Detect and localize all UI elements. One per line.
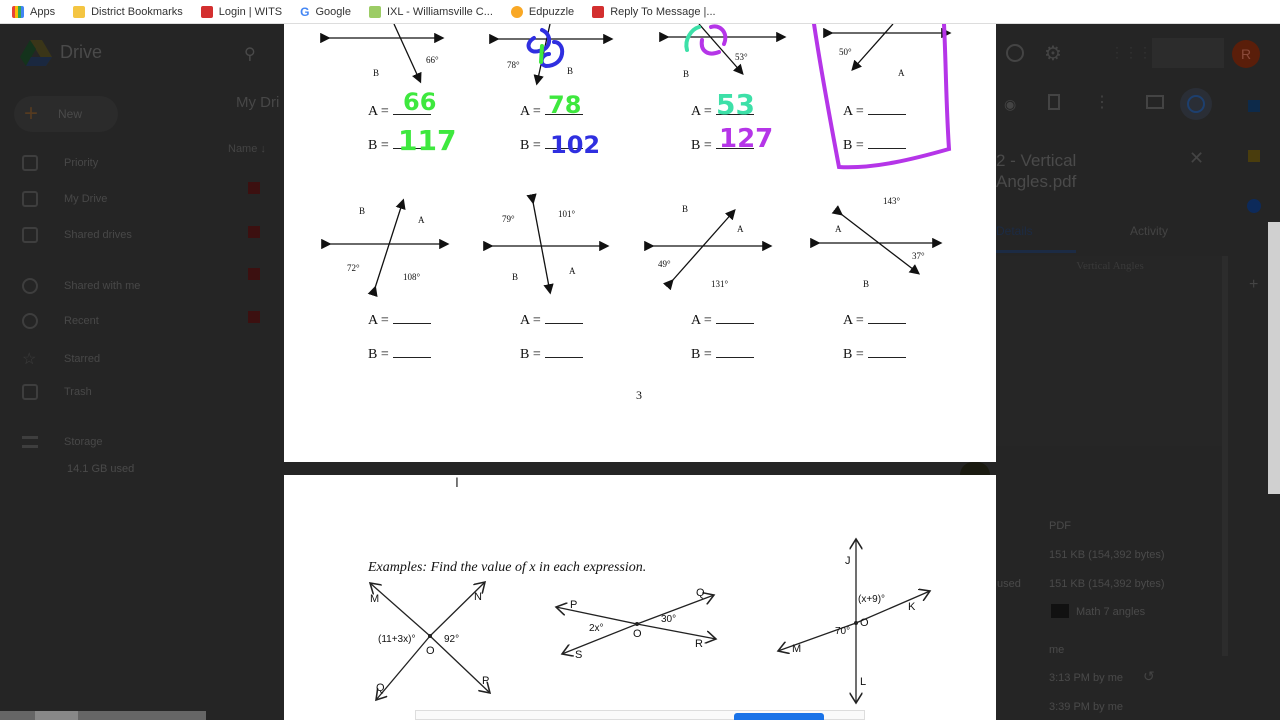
point-label: O xyxy=(426,645,435,657)
info-button[interactable] xyxy=(1180,88,1212,120)
trash-icon[interactable] xyxy=(1048,94,1060,110)
point-label: K xyxy=(908,601,916,613)
plus-icon: + xyxy=(24,100,39,127)
ixl-icon xyxy=(369,6,381,18)
angle-label: B xyxy=(359,206,366,216)
answer-b-2: B = xyxy=(520,138,583,154)
bookmark-wits[interactable]: Login | WITS xyxy=(201,6,282,18)
point-label: Q xyxy=(696,587,705,599)
page-number: 3 xyxy=(636,388,642,402)
detail-storage-label: used xyxy=(997,578,1021,590)
angle-label: B xyxy=(512,272,519,282)
avatar[interactable]: R xyxy=(1232,40,1260,68)
point-label: P xyxy=(482,675,490,687)
answer-b-5: B = xyxy=(368,347,431,363)
point-label: Q xyxy=(376,682,385,694)
apps-grid-icon[interactable]: ⋮⋮⋮ xyxy=(1110,44,1152,60)
answer-a-1: A = xyxy=(368,104,431,120)
vertical-scrollbar[interactable] xyxy=(1268,222,1280,494)
example-diagrams xyxy=(284,475,996,720)
search-icon[interactable]: ⚲ xyxy=(244,46,256,63)
pdf-file-icon[interactable] xyxy=(248,311,260,323)
angle-label: 70° xyxy=(835,626,851,637)
active-tab-indicator xyxy=(996,250,1076,253)
angle-label: 50° xyxy=(839,47,852,57)
drive-logo-icon xyxy=(20,40,52,66)
file-title: 2 - Vertical Angles.pdf xyxy=(996,151,1077,191)
answer-b-6: B = xyxy=(520,347,583,363)
folder-icon xyxy=(1051,604,1069,618)
point-label: O xyxy=(633,628,642,640)
angle-label: A xyxy=(418,215,425,225)
apps-grid-icon xyxy=(12,6,24,18)
org-logo xyxy=(1152,38,1224,68)
folder-icon xyxy=(73,6,85,18)
pdf-file-icon[interactable] xyxy=(248,268,260,280)
angle-label: 78° xyxy=(507,60,520,70)
angle-label: B xyxy=(567,66,574,76)
people-icon xyxy=(22,278,38,294)
storage-used: 14.1 GB used xyxy=(67,463,135,475)
settings-gear-icon[interactable]: ⚙ xyxy=(1044,43,1062,65)
answer-b-8: B = xyxy=(843,347,906,363)
point-label: J xyxy=(845,555,851,567)
handwritten-answer: 78 xyxy=(548,91,582,119)
answer-a-5: A = xyxy=(368,313,431,329)
detail-owner: me xyxy=(1049,644,1065,656)
tab-details[interactable]: Details xyxy=(996,224,1033,238)
handwritten-answer: 117 xyxy=(398,124,457,157)
angle-expression: (x+9)° xyxy=(858,594,886,605)
pdf-file-icon[interactable] xyxy=(248,182,260,194)
bookmarks-bar xyxy=(0,0,1280,24)
pdf-page-3 xyxy=(284,24,996,462)
detail-opened: 3:39 PM by me xyxy=(1049,701,1123,713)
angle-label: 37° xyxy=(912,251,925,261)
angle-label: A xyxy=(737,224,744,234)
answer-a-4: A = xyxy=(843,104,906,120)
angle-label: 72° xyxy=(347,263,360,273)
sidebar-item-shared-drives[interactable]: Shared drives xyxy=(22,227,132,243)
answer-b-4: B = xyxy=(843,138,906,154)
answer-a-8: A = xyxy=(843,313,906,329)
grid-view-icon[interactable] xyxy=(1146,95,1164,109)
trash-icon xyxy=(22,384,38,400)
help-icon[interactable] xyxy=(1006,44,1024,62)
bookmark-district[interactable]: District Bookmarks xyxy=(73,6,183,18)
point-label: M xyxy=(792,643,802,655)
detail-storage-used: 151 KB (154,392 bytes) xyxy=(1049,578,1165,590)
file-preview-thumbnail[interactable]: Vertical Angles xyxy=(996,256,1228,446)
more-vert-icon[interactable]: ⋮ xyxy=(1094,94,1110,111)
angle-label: B xyxy=(683,69,690,79)
angle-label: 108° xyxy=(403,272,421,282)
answer-a-2: A = xyxy=(520,104,583,120)
calendar-icon[interactable] xyxy=(1248,100,1260,112)
wits-icon xyxy=(201,6,213,18)
angle-label: 30° xyxy=(661,614,677,625)
keep-icon[interactable] xyxy=(1248,150,1260,162)
answer-a-3: A = xyxy=(691,104,754,120)
detail-location[interactable]: Math 7 angles xyxy=(1076,606,1146,618)
horizontal-scrollbar-thumb[interactable] xyxy=(35,711,78,720)
bookmark-edpuzzle[interactable]: Edpuzzle xyxy=(511,6,574,18)
angle-expression: (11+3x)° xyxy=(378,634,416,645)
angle-label: B xyxy=(863,279,870,289)
sidebar-item-trash[interactable]: Trash xyxy=(22,384,92,400)
priority-check-icon xyxy=(22,155,38,171)
angle-label: 53° xyxy=(735,52,748,62)
preview-eye-icon[interactable]: ◉ xyxy=(1004,96,1017,112)
storage-icon xyxy=(22,436,38,448)
answer-b-3: B = xyxy=(691,138,754,154)
answer-b-1: B = xyxy=(368,138,431,154)
wits-icon xyxy=(592,6,604,18)
angle-label: B xyxy=(682,204,689,214)
drive-title: Drive xyxy=(60,42,103,62)
version-history-icon[interactable]: ↺ xyxy=(1143,668,1155,684)
sidebar-item-priority[interactable]: Priority xyxy=(22,155,98,171)
bookmark-reply[interactable]: Reply To Message |... xyxy=(592,6,715,18)
angle-label: 101° xyxy=(558,209,576,219)
info-icon xyxy=(1187,95,1205,113)
angle-label: 79° xyxy=(502,214,515,224)
clock-icon xyxy=(22,313,38,329)
my-drive-icon xyxy=(22,191,38,207)
answer-a-7: A = xyxy=(691,313,754,329)
angle-label: A xyxy=(569,266,576,276)
close-icon[interactable]: ✕ xyxy=(1189,148,1205,168)
sidebar-item-starred[interactable]: ☆ Starred xyxy=(22,351,101,368)
handwritten-answer: 102 xyxy=(550,131,601,159)
star-icon: ☆ xyxy=(22,351,37,368)
bookmark-apps[interactable]: Apps xyxy=(12,6,55,18)
detail-type: PDF xyxy=(1049,520,1071,532)
sidebar-item-shared-with-me[interactable]: Shared with me xyxy=(22,278,140,294)
pdf-page-4 xyxy=(284,475,996,720)
examples-heading: Examples: Find the value of x in each expression. xyxy=(368,560,647,575)
detail-modified: 3:13 PM by me xyxy=(1049,672,1123,684)
angle-label: 66° xyxy=(426,55,439,65)
sidebar-item-recent[interactable]: Recent xyxy=(22,313,99,329)
sidebar-item-my-drive[interactable]: My Drive xyxy=(22,191,107,207)
new-button[interactable]: + New xyxy=(14,96,118,132)
point-label: N xyxy=(474,591,482,603)
angle-expression: 2x° xyxy=(589,623,604,634)
handwritten-answer: 66 xyxy=(403,88,437,116)
handwritten-answer: 53 xyxy=(716,88,755,121)
horizontal-scrollbar[interactable] xyxy=(0,711,206,720)
angle-label: B xyxy=(373,68,380,78)
tab-activity[interactable]: Activity xyxy=(1130,224,1169,238)
answer-b-7: B = xyxy=(691,347,754,363)
angle-label: 143° xyxy=(883,196,901,206)
bookmark-google[interactable]: G Google xyxy=(300,4,351,19)
add-addon-icon[interactable]: + xyxy=(1249,276,1259,293)
angle-label: 92° xyxy=(444,634,460,645)
pdf-file-icon[interactable] xyxy=(248,226,260,238)
google-icon: G xyxy=(300,4,310,19)
detail-size: 151 KB (154,392 bytes) xyxy=(1049,549,1165,561)
tasks-icon[interactable] xyxy=(1247,199,1261,213)
edpuzzle-icon xyxy=(511,6,523,18)
details-scrollbar[interactable] xyxy=(1222,256,1228,656)
point-label: P xyxy=(570,599,578,611)
sort-name-header[interactable]: Name ↓ xyxy=(228,143,266,155)
point-label: L xyxy=(860,676,867,688)
angle-label: 131° xyxy=(711,279,729,289)
angle-label: A xyxy=(898,68,905,78)
shared-drives-icon xyxy=(22,227,38,243)
sidebar-item-storage[interactable]: Storage xyxy=(22,436,103,448)
angle-label: 49° xyxy=(658,259,671,269)
text-cursor-icon: I xyxy=(455,474,459,490)
handwritten-answer: 127 xyxy=(719,124,774,154)
point-label: S xyxy=(575,649,583,661)
answer-a-6: A = xyxy=(520,313,583,329)
primary-action-button[interactable] xyxy=(734,713,824,720)
breadcrumb[interactable]: My Dri xyxy=(236,94,280,111)
point-label: O xyxy=(860,617,869,629)
angle-label: A xyxy=(835,224,842,234)
point-label: R xyxy=(695,638,703,650)
bookmark-ixl[interactable]: IXL - Williamsville C... xyxy=(369,6,493,18)
point-label: M xyxy=(370,593,380,605)
